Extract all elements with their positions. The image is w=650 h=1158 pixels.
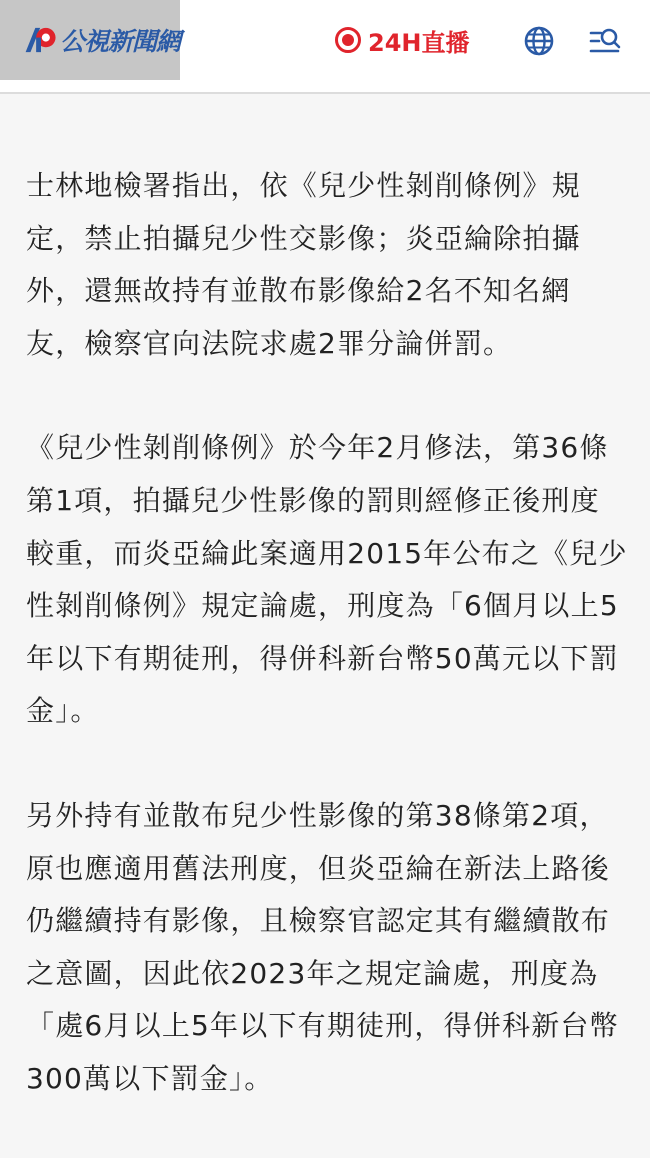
globe-icon[interactable] <box>523 25 555 57</box>
search-menu-icon[interactable] <box>588 25 622 57</box>
live-stream-label: 24H直播 <box>368 28 470 57</box>
site-logo[interactable] <box>0 0 180 80</box>
site-header <box>0 0 650 94</box>
article-body <box>26 160 628 1158</box>
article-paragraph: 士林地檢署指出，依《兒少性剝削條例》規定，禁止拍攝兒少性交影像；炎亞綸除拍攝外，還無故持有並散布影像給2名不知名網友，檢察官向法院求處2罪分論併罰。 <box>26 169 581 360</box>
pts-logo-icon <box>24 23 58 57</box>
logo-text: 公視新聞網 <box>59 27 180 56</box>
article-paragraph: 另外持有並散布兒少性影像的第38條第2項，原也應適用舊法刑度，但炎亞綸在新法上路後仍繼續持有影像，且檢察官認定其有繼續散布之意圖，因此依2023年之規定論處，刑度為「處6月以上5年以下有期徒刑，得併科新台幣300萬以下罰金」。 <box>26 798 619 1095</box>
record-dot-icon <box>334 26 362 54</box>
article-paragraph: 《兒少性剝削條例》於今年2月修法，第36條第1項，拍攝兒少性影像的罰則經修正後刑度較重，而炎亞綸此案適用2015年公布之《兒少性剝削條例》規定論處，刑度為「6個月以上5年以下有期徒刑，得併科新台幣50萬元以下罰金」。 <box>26 431 628 728</box>
live-stream-button[interactable] <box>334 22 469 58</box>
